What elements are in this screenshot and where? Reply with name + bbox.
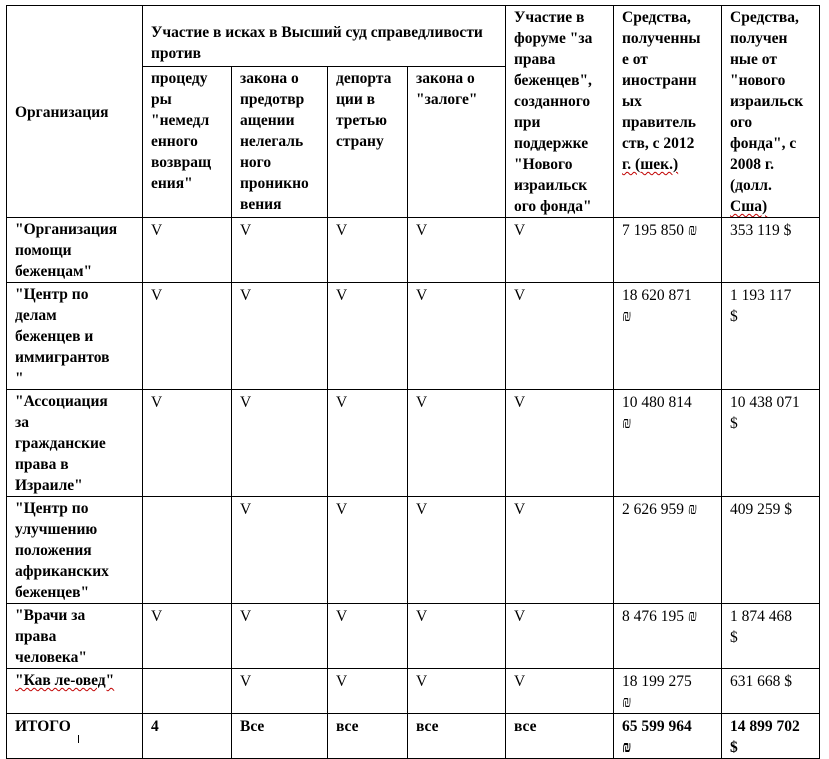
mark-cell: V xyxy=(143,283,232,390)
foreign-funds-line: 7 195 850 ₪ xyxy=(622,222,698,239)
mark-cell: V xyxy=(506,390,614,497)
header-sub-line: депорта xyxy=(336,69,392,87)
total-nif-funds-cell xyxy=(722,714,820,759)
nif-funds-cell xyxy=(722,604,820,669)
org-name-cell xyxy=(7,218,143,283)
foreign-funds-line: 2 626 959 ₪ xyxy=(622,501,698,518)
page-edge-mark xyxy=(78,735,79,743)
org-name-line: положения xyxy=(15,542,92,559)
header-sub-line: страну xyxy=(336,132,384,150)
org-name-line: беженцев и xyxy=(15,328,94,345)
org-name-line: африканских xyxy=(15,563,109,580)
org-name-line: беженцев" xyxy=(15,584,90,601)
org-name-cell xyxy=(7,283,143,390)
mark-cell: V xyxy=(408,218,506,283)
header-sub-line: ции в xyxy=(336,90,376,108)
header-foreign-line: правитель xyxy=(622,114,696,131)
mark-cell: V xyxy=(506,497,614,604)
header-nif-line: ные от xyxy=(730,51,777,68)
nif-funds-line: $ xyxy=(730,415,738,432)
org-name-line: "Ассоциация xyxy=(15,393,108,410)
org-name-line: человека" xyxy=(15,649,87,666)
foreign-funds-cell xyxy=(614,283,722,390)
table-row xyxy=(7,283,820,390)
header-foreign-line: ых xyxy=(622,93,642,110)
mark-cell: V xyxy=(408,283,506,390)
foreign-funds-cell xyxy=(614,604,722,669)
header-sub-deposit-law xyxy=(408,66,506,217)
foreign-funds-line: ₪ xyxy=(622,415,632,432)
header-nif-line: ого xyxy=(730,114,753,131)
foreign-funds-line: 18 620 871 xyxy=(622,287,692,304)
org-name-line: Израиле" xyxy=(15,477,83,494)
mark-cell: V xyxy=(328,283,408,390)
mark-cell: V xyxy=(328,497,408,604)
header-sub-line: нелегаль xyxy=(240,132,304,150)
total-row xyxy=(7,714,820,759)
mark-cell: V xyxy=(232,218,328,283)
total-foreign-line: ₪ xyxy=(622,739,632,756)
header-lawsuits-group-label: Участие в исках в Высший суд справедливости против xyxy=(151,23,483,62)
mark-cell: V xyxy=(506,669,614,714)
org-name-line: беженцам" xyxy=(15,263,93,280)
header-lawsuits-group xyxy=(143,6,506,67)
org-name-line: права xyxy=(15,628,57,645)
header-foreign-line: г. (шек.) xyxy=(622,156,679,173)
foreign-funds-line: 10 480 814 xyxy=(622,394,692,411)
header-sub-line: третью xyxy=(336,111,387,129)
header-sub-line: закона о xyxy=(240,69,299,87)
mark-cell: V xyxy=(408,390,506,497)
total-nif-line: $ xyxy=(730,739,738,756)
header-sub-third-country xyxy=(328,66,408,217)
nif-funds-line: 10 438 071 xyxy=(730,394,800,411)
org-name-line: "Организация xyxy=(15,221,118,238)
header-sub-line: "немедл xyxy=(151,111,210,129)
mark-cell: V xyxy=(408,604,506,669)
total-mark-cell: все xyxy=(408,714,506,759)
header-nif-line: Средства, xyxy=(730,9,799,26)
header-forum-line: "Нового xyxy=(514,156,573,173)
mark-cell: V xyxy=(232,669,328,714)
org-name-line: за xyxy=(15,414,29,431)
header-foreign-line: е от xyxy=(622,51,648,68)
org-name-line: помощи xyxy=(15,242,72,259)
header-nif-line: "нового xyxy=(730,72,786,89)
header-forum-line: права xyxy=(514,51,556,68)
header-sub-line: процеду xyxy=(151,69,208,87)
org-name-line: делам xyxy=(15,307,57,324)
org-name-line: " xyxy=(15,370,24,387)
header-sub-infiltration-law xyxy=(232,66,328,217)
org-name-line: гражданские xyxy=(15,435,106,452)
nif-funds-line: $ xyxy=(730,629,738,646)
mark-cell: V xyxy=(143,604,232,669)
table-row xyxy=(7,669,820,714)
header-sub-line: "залоге" xyxy=(416,90,478,108)
org-name-cell xyxy=(7,669,143,714)
header-foreign-line: полученны xyxy=(622,30,701,47)
mark-cell: V xyxy=(506,604,614,669)
nif-funds-cell xyxy=(722,283,820,390)
header-forum-line: израильск xyxy=(514,177,588,194)
header-sub-line: возвращ xyxy=(151,153,212,171)
org-name-line: "Кав ле-овед" xyxy=(15,672,115,689)
foreign-funds-line: ₪ xyxy=(622,694,632,711)
total-mark-cell: все xyxy=(506,714,614,759)
nif-funds-cell xyxy=(722,497,820,604)
mark-cell: V xyxy=(328,390,408,497)
total-mark-cell: 4 xyxy=(143,714,232,759)
header-sub-line: вения xyxy=(240,195,282,213)
nif-funds-cell xyxy=(722,669,820,714)
header-foreign-funds xyxy=(614,6,722,218)
mark-cell: V xyxy=(328,218,408,283)
mark-cell: V xyxy=(408,497,506,604)
header-organization xyxy=(7,6,143,218)
funding-table xyxy=(6,5,820,759)
foreign-funds-cell xyxy=(614,390,722,497)
header-forum-line: созданного xyxy=(514,93,591,110)
org-name-line: права в xyxy=(15,456,69,473)
header-nif-line: (долл. xyxy=(730,177,772,194)
table-row xyxy=(7,390,820,497)
table-row xyxy=(7,497,820,604)
nif-funds-line: $ xyxy=(730,308,738,325)
header-forum-line: при xyxy=(514,114,541,131)
mark-cell: V xyxy=(232,283,328,390)
total-nif-line: 14 899 702 xyxy=(730,718,800,735)
header-sub-line: ного xyxy=(240,153,272,171)
header-forum xyxy=(506,6,614,218)
header-nif-line: получен xyxy=(730,30,788,47)
header-nif-line: фонда", с xyxy=(730,135,797,152)
org-name-cell xyxy=(7,390,143,497)
org-name-line: иммигрантов xyxy=(15,349,110,366)
foreign-funds-line: 18 199 275 xyxy=(622,673,692,690)
header-forum-line: Участие в xyxy=(514,9,585,26)
header-forum-line: форуме "за xyxy=(514,30,593,47)
mark-cell: V xyxy=(506,218,614,283)
org-name-line: улучшению xyxy=(15,521,98,538)
org-name-cell xyxy=(7,604,143,669)
mark-cell xyxy=(143,669,232,714)
header-nif-line: Сша) xyxy=(730,198,768,215)
foreign-funds-line: ₪ xyxy=(622,308,632,325)
foreign-funds-cell xyxy=(614,497,722,604)
table-row xyxy=(7,218,820,283)
header-forum-line: ого фонда" xyxy=(514,198,592,215)
header-sub-immediate-return xyxy=(143,66,232,217)
org-name-cell xyxy=(7,497,143,604)
org-name-line: "Врачи за xyxy=(15,607,86,624)
header-nif-line: израильск xyxy=(730,93,804,110)
header-row-1 xyxy=(7,6,820,67)
table-row xyxy=(7,604,820,669)
nif-funds-line: 353 119 $ xyxy=(730,222,792,239)
header-foreign-line: Средства, xyxy=(622,9,691,26)
nif-funds-line: 1 193 117 xyxy=(730,287,792,304)
header-organization-label: Организация xyxy=(15,103,109,121)
mark-cell: V xyxy=(232,604,328,669)
org-name-line: "Центр по xyxy=(15,286,89,303)
total-mark-cell: Все xyxy=(232,714,328,759)
nif-funds-line: 631 668 $ xyxy=(730,673,792,690)
total-mark-cell: все xyxy=(328,714,408,759)
foreign-funds-line: 8 476 195 ₪ xyxy=(622,608,698,625)
mark-cell xyxy=(143,497,232,604)
header-sub-line: ры xyxy=(151,90,172,108)
header-forum-line: поддержке xyxy=(514,135,589,152)
mark-cell: V xyxy=(328,604,408,669)
org-name-line: "Центр по xyxy=(15,500,89,517)
header-nif-funds xyxy=(722,6,820,218)
header-sub-line: ения" xyxy=(151,174,193,192)
nif-funds-cell xyxy=(722,218,820,283)
header-sub-line: енного xyxy=(151,132,198,150)
header-sub-line: закона о xyxy=(416,69,475,87)
header-nif-line: 2008 г. xyxy=(730,156,775,173)
header-sub-line: ащении xyxy=(240,111,295,129)
foreign-funds-cell xyxy=(614,218,722,283)
header-forum-line: беженцев", xyxy=(514,72,592,89)
mark-cell: V xyxy=(232,497,328,604)
foreign-funds-cell xyxy=(614,669,722,714)
header-sub-line: предотвр xyxy=(240,90,305,108)
total-foreign-funds-cell xyxy=(614,714,722,759)
mark-cell: V xyxy=(328,669,408,714)
nif-funds-line: 409 259 $ xyxy=(730,501,792,518)
nif-funds-line: 1 874 468 xyxy=(730,608,792,625)
total-foreign-line: 65 599 964 xyxy=(622,718,692,735)
mark-cell: V xyxy=(408,669,506,714)
total-label: ИТОГО xyxy=(7,714,143,759)
header-sub-line: проникно xyxy=(240,174,309,192)
mark-cell: V xyxy=(143,390,232,497)
mark-cell: V xyxy=(506,283,614,390)
header-foreign-line: иностранн xyxy=(622,72,697,89)
mark-cell: V xyxy=(232,390,328,497)
mark-cell: V xyxy=(143,218,232,283)
nif-funds-cell xyxy=(722,390,820,497)
header-foreign-line: ств, с 2012 xyxy=(622,135,695,152)
